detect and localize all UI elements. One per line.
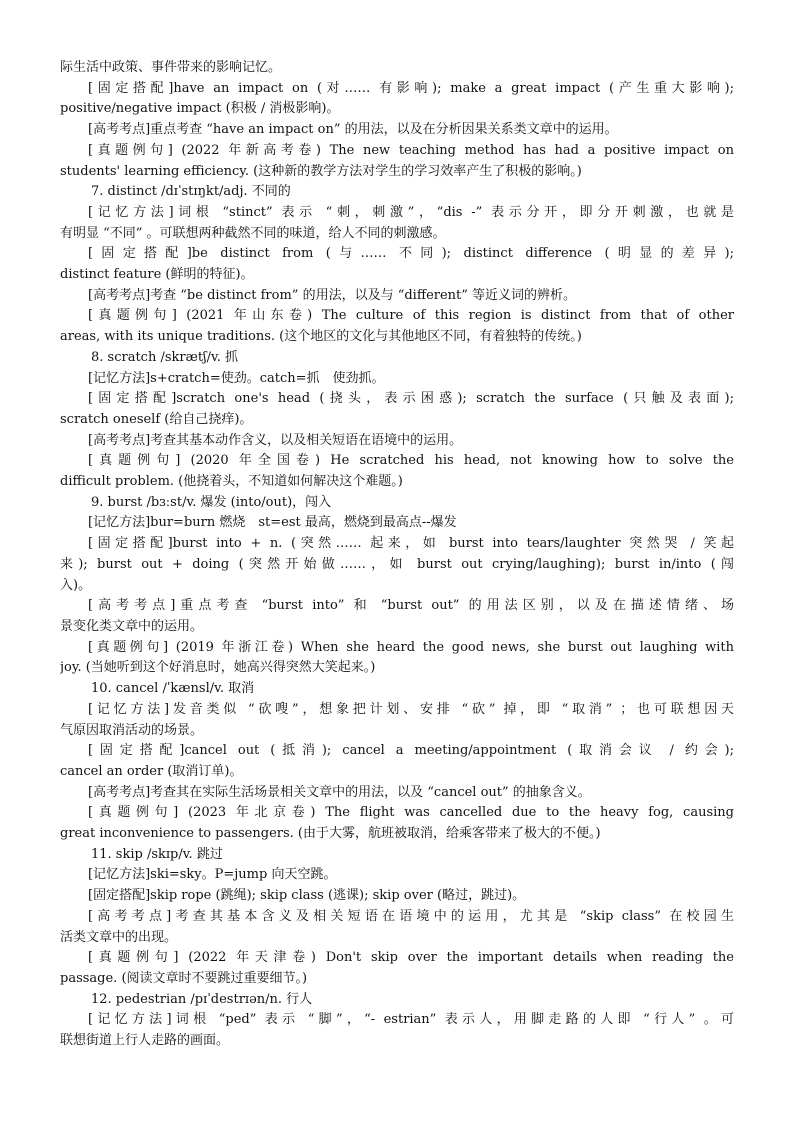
text-line: [记忆方法]bur=burn 燃烧 st=est 最高，燃烧到最高点--爆发 [88,515,457,531]
text-line: students' learning efficiency. (这种新的教学方法对学生的学习效率产生了积极的影响。) [60,163,582,179]
vocab-entry-heading: 8. scratch /skrætʃ/v. 抓 [91,349,239,365]
text-line: 有明显 “不同” 。可联想两种截然不同的味道，给人不同的刺激感。 [60,225,446,241]
text-line: 景变化类文章中的运用。 [60,618,204,634]
text-line: [固定搭配]skip rope (跳绳); skip class (逃课); skip over (略过，跳过)。 [88,888,526,904]
text-line: difficult problem. (他挠着头，不知道如何解决这个难题。) [60,474,403,490]
text-line: cancel an order (取消订单)。 [60,763,243,779]
text-line: joy. (当她听到这个好消息时，她高兴得突然大笑起来。) [60,660,376,676]
text-line: [记忆方法]词根 “stinct” 表示 “刺，刺激”，“dis -” 表示分开，即分开刺激，也就是 [88,204,734,220]
text-line: [真题例句] (2022 年新高考卷) The new teaching method has had a positive impact on [88,142,734,158]
text-line: [高考考点]考查 “be distinct from” 的用法，以及与 “different” 等近义词的辨析。 [88,287,577,303]
text-line: scratch oneself (给自己挠痒)。 [60,411,253,427]
text-line: [高考考点]重点考查 “have an impact on” 的用法，以及在分析因果关系类文章中的运用。 [88,122,618,138]
text-line: great inconvenience to passengers. (由于大雾，航班被取消，给乘客带来了极大的不便。) [60,826,601,842]
text-line: areas, with its unique traditions. (这个地区的文化与其他地区不同，有着独特的传统。) [60,329,582,345]
text-line: positive/negative impact (积极 / 消极影响)。 [60,101,340,117]
vocab-entry-heading: 9. burst /bɜːst/v. 爆发 (into/out)，闯入 [91,494,332,510]
text-line: [真题例句] (2023 年北京卷) The flight was cancelled due to the heavy fog, causing [88,805,734,821]
text-line: [固定搭配]burst into + n. (突然…… 起来，如 burst into tears/laughter 突然哭 / 笑起 [88,536,734,552]
text-line: [真题例句] (2019 年浙江卷) When she heard the good news, she burst out laughing with [88,639,734,655]
document-page [60,58,734,1052]
text-line: [真题例句] (2022 年天津卷) Don't skip over the important details when reading the [88,950,734,966]
text-line: passage. (阅读文章时不要跳过重要细节。) [60,970,308,986]
text-line: 活类文章中的出现。 [60,929,178,945]
text-line: 来); burst out + doing (突然开始做……，如 burst out crying/laughing); burst in/into (闯 [60,556,734,572]
text-line: 际生活中政策、事件带来的影响记忆。 [60,60,282,75]
text-line: 联想街道上行人走路的画面。 [60,1033,230,1049]
vocab-entry-heading: 12. pedestrian /pɪˈdestrɪən/n. 行人 [91,991,313,1007]
text-line: 气原因取消活动的场景。 [60,722,204,738]
text-line: [高考考点]考查其在实际生活场景相关文章中的用法，以及 “cancel out” 的抽象含义。 [88,784,591,800]
text-line: [固定搭配]cancel out (抵消); cancel a meeting/appointment (取消会议 / 约会); [88,743,734,759]
text-line: [记忆方法]ski=sky。P=jump 向天空跳。 [88,867,337,883]
text-line: [高考考点]重点考查 “burst into” 和 “burst out” 的用法区别，以及在描述情绪、场 [88,598,734,614]
text-line: [真题例句] (2020 年全国卷) He scratched his head, not knowing how to solve the [88,453,734,469]
text-line: [固定搭配]have an impact on (对…… 有影响); make a great impact (产生重大影响); [88,80,734,96]
text-line: distinct feature (鲜明的特征)。 [60,267,254,283]
vocab-entry-heading: 11. skip /skɪp/v. 跳过 [91,846,223,862]
text-line: [真题例句] (2021 年山东卷) The culture of this region is distinct from that of other [88,308,734,324]
text-line: [记忆方法]词根 “ped” 表示 “脚”，“- estrian” 表示人，用脚走路的人即 “行人” 。可 [88,1012,734,1028]
text-line: [记忆方法]s+cratch=使劲。catch=抓 使劲抓。 [88,370,385,386]
text-line: [记忆方法]发音类似 “砍嗖”，想象把计划、安排 “砍” 掉，即 “取消” ；也可联想因天 [88,701,734,717]
vocab-entry-heading: 10. cancel /ˈkænsl/v. 取消 [91,681,255,697]
text-line: 入)。 [60,577,92,593]
vocab-entry-heading: 7. distinct /dɪˈstɪŋkt/adj. 不同的 [91,184,291,200]
text-line: [高考考点]考查其基本含义及相关短语在语境中的运用，尤其是 “skip class” 在校园生 [88,908,734,924]
text-line: [固定搭配]scratch one's head (挠头，表示困惑); scratch the surface (只触及表面); [88,391,734,407]
text-line: [固定搭配]be distinct from (与…… 不同); distinct difference (明显的差异); [88,246,734,262]
text-line: [高考考点]考查其基本动作含义，以及相关短语在语境中的运用。 [88,432,463,448]
